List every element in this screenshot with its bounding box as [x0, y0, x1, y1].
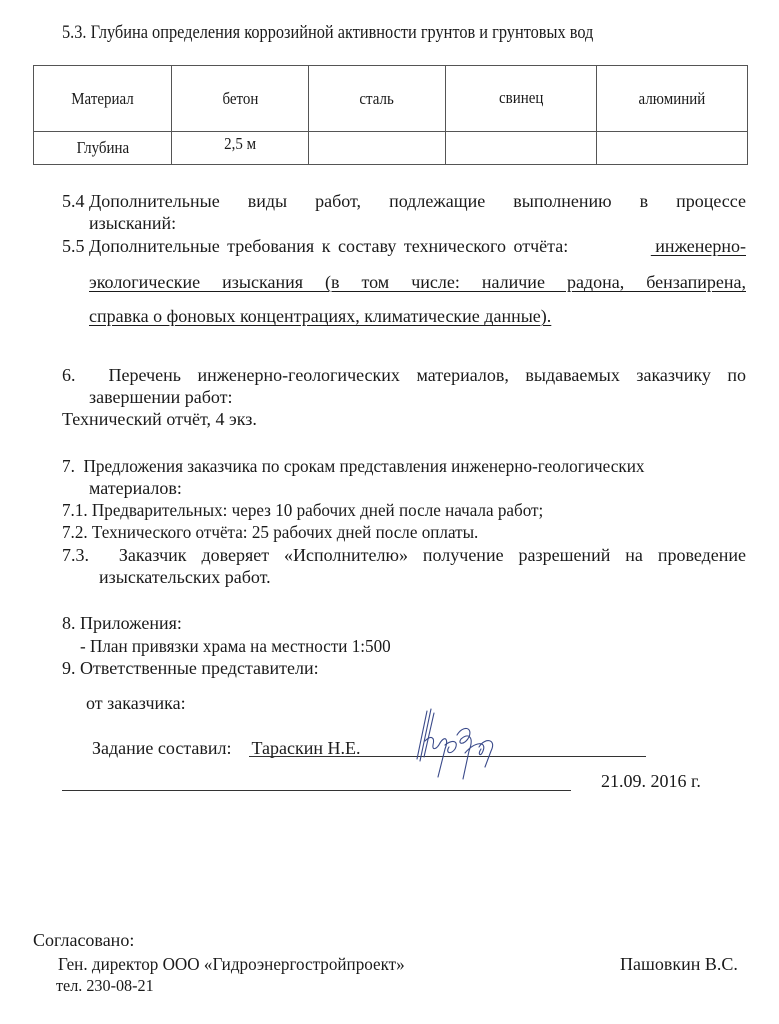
signature-stroke	[457, 728, 471, 779]
approval-name: Пашовкин В.С.	[620, 954, 738, 974]
signature-stroke	[445, 742, 456, 753]
section-7-2: 7.2. Технического отчёта: 25 рабочих дней после оплаты.	[62, 522, 479, 542]
section-7-3-line1: 7.3. Заказчик доверяет «Исполнителю» получение разрешений на проведение	[62, 545, 746, 565]
section-8-title: 8. Приложения:	[62, 613, 182, 633]
document-date: 21.09. 2016 г.	[601, 771, 701, 791]
table-cell	[597, 132, 748, 165]
section-7-line2: материалов:	[89, 478, 182, 498]
table-header-cell: сталь	[309, 66, 446, 132]
section-6-line3: Технический отчёт, 4 экз.	[62, 409, 257, 429]
signature-stroke	[465, 744, 484, 755]
section-5-5-line1: Дополнительные требования к составу технического отчёта: инженерно-	[89, 236, 746, 256]
table-cell	[446, 132, 597, 165]
table-header-cell: алюминий	[597, 66, 748, 132]
table-header-cell: свинец	[446, 66, 597, 132]
signature	[405, 705, 500, 790]
section-9-title: 9. Ответственные представители:	[62, 658, 319, 678]
compiled-by-label: Задание составил:	[92, 738, 232, 758]
section-5-4-line2: изысканий:	[89, 213, 177, 233]
section-8-item: - План привязки храма на местности 1:500	[80, 636, 391, 656]
from-customer-label: от заказчика:	[86, 693, 186, 713]
table-cell	[309, 132, 446, 165]
section-7-3-line2: изыскательских работ.	[99, 567, 271, 587]
approval-position: Ген. директор ООО «Гидроэнергостройпроект»	[58, 954, 405, 974]
section-6-line1: 6. Перечень инженерно-геологических материалов, выдаваемых заказчику по	[62, 365, 746, 385]
table-header-cell: бетон	[172, 66, 309, 132]
section-7-line1: 7. Предложения заказчика по срокам представления инженерно-геологических	[62, 456, 645, 476]
section-5-4-number: 5.4	[62, 191, 85, 211]
section-7-1: 7.1. Предварительных: через 10 рабочих дней после начала работ;	[62, 500, 544, 520]
table-cell: 2,5 м	[172, 132, 309, 165]
section-5-4-line1: Дополнительные виды работ, подлежащие выполнению в процессе	[89, 191, 746, 211]
approval-label: Согласовано:	[33, 930, 135, 950]
signature-line-2	[62, 790, 571, 791]
corrosion-depth-table	[33, 65, 748, 165]
table-header-cell: Материал	[34, 66, 172, 132]
table-header-row	[34, 66, 748, 132]
section-5-3-heading: 5.3. Глубина определения коррозийной активности грунтов и грунтовых вод	[62, 22, 594, 43]
approval-phone: тел. 230-08-21	[56, 976, 154, 995]
section-6-line2: завершении работ:	[89, 387, 233, 407]
table-cell: Глубина	[34, 132, 172, 165]
table-row	[34, 132, 748, 165]
section-5-5-number: 5.5	[62, 236, 85, 256]
section-5-5-line3: справка о фоновых концентрациях, климатические данные).	[89, 306, 552, 326]
section-5-5-line2: экологические изыскания (в том числе: наличие радона, бензапирена,	[89, 272, 746, 292]
compiled-by-name: Тараскин Н.Е.	[247, 738, 361, 758]
